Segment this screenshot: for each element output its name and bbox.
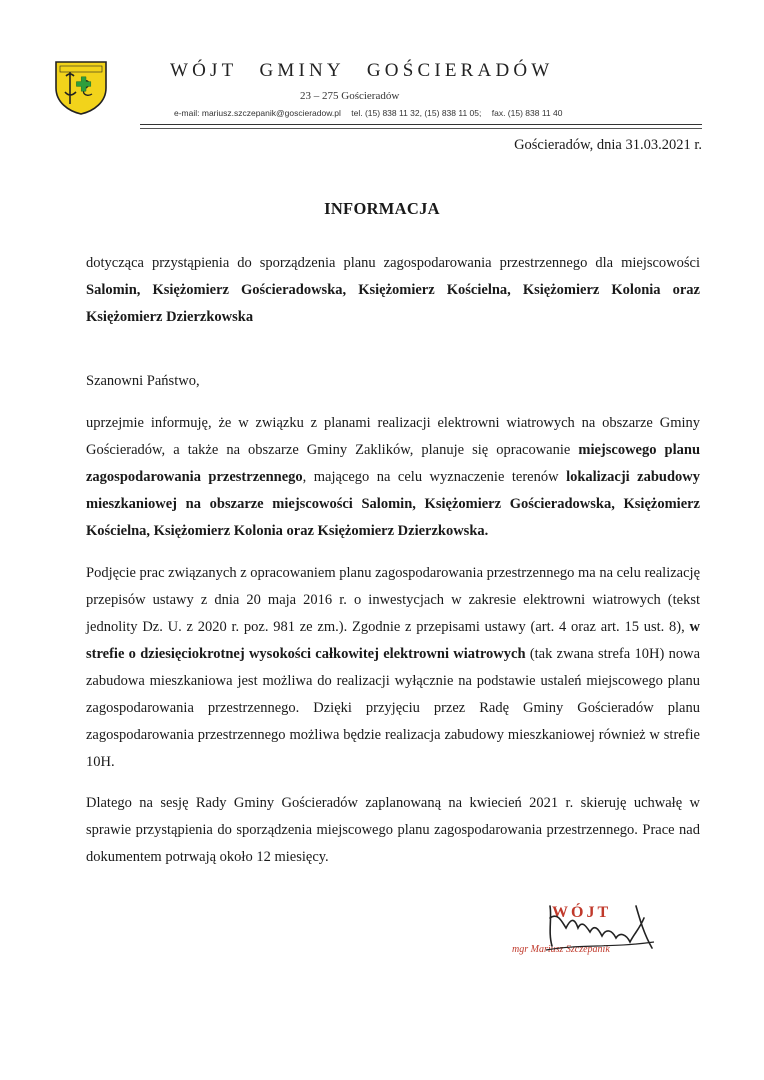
paragraph-2 xyxy=(86,560,700,776)
contact-fax: fax. (15) 838 11 40 xyxy=(491,108,563,118)
title-word-2: GMINY xyxy=(259,60,345,81)
stamp-title: WÓJT xyxy=(552,904,612,921)
letterhead-address: 23 – 275 Gościeradów xyxy=(300,90,400,102)
paragraph-1-bold-localization: lokalizacji zabudowy mieszkaniowej na obszarze miejscowości Salomin, Księżomierz Gościeradowska, Księżomierz Kościelna, Księżomierz Kolonia oraz Księżomierz Dzierzkowska. xyxy=(86,469,701,539)
title-word-3: GOŚCIERADÓW xyxy=(366,60,554,81)
paragraph-1-bold-plan: miejscowego planu zagospodarowania przestrzennego xyxy=(86,442,701,485)
paragraph-1-text-c: , mającego na celu wyznaczenie terenów xyxy=(302,469,559,485)
contact-phone: tel. (15) 838 11 32, (15) 838 11 05; xyxy=(351,108,482,118)
paragraph-3: Dlatego na sesję Rady Gminy Gościeradów zaplanowaną na kwiecień 2021 r. skieruję uchwałę w sprawie przystąpienia do sporządzenia miejscowego planu zagospodarowania przestrzennego. Prace nad dokumentem potrwają około 12 miesięcy. xyxy=(86,795,700,865)
document-heading: INFORMACJA xyxy=(324,199,440,218)
letterhead-title xyxy=(170,60,610,82)
paragraph-2-bold-zone: w strefie o dziesięciokrotnej wysokości całkowitej elektrowni wiatrowych xyxy=(86,619,701,662)
stamp-name: mgr Mariusz Szczepanik xyxy=(512,944,610,955)
contact-email: e-mail: mariusz.szczepanik@goscieradow.pl xyxy=(174,108,341,118)
subject-localities: Salomin, Księżomierz Gościeradowska, Księżomierz Kościelna, Księżomierz Kolonia oraz Księżomierz Dzierzkowska xyxy=(86,282,700,325)
subject-paragraph xyxy=(86,250,700,331)
subject-intro: dotycząca przystąpienia do sporządzenia planu zagospodarowania przestrzennego dla miejscowości xyxy=(86,255,700,271)
paragraph-2-text-a: Podjęcie prac związanych z opracowaniem planu zagospodarowania przestrzennego ma na celu realizację przepisów ustawy z dnia 20 maja 2016 r. o inwestycjach w zakresie elektrowni wiatrowych (tekst jednolity Dz. U. z 2020 r. poz. 981 ze zm.). Zgodnie z przepisami ustawy (art. 4 oraz art. 15 ust. 8), xyxy=(86,565,700,635)
letterhead-divider-thin xyxy=(140,128,702,129)
paragraph-1-text-a: uprzejmie informuję, że w związku z planami realizacji elektrowni wiatrowych na obszarze Gminy Gościeradów, a także na obszarze Gminy Zaklików, planuje się opracowanie xyxy=(86,415,700,458)
coat-of-arms-logo xyxy=(52,58,110,116)
handwritten-signature xyxy=(540,898,660,964)
letterhead-divider xyxy=(140,124,702,125)
letterhead-contact xyxy=(174,108,570,118)
salutation: Szanowni Państwo, xyxy=(86,373,200,389)
document-date: Gościeradów, dnia 31.03.2021 r. xyxy=(514,137,702,153)
paragraph-2-text-c: (tak zwana strefa 10H) nowa zabudowa mieszkaniowa jest możliwa do realizacji wyłącznie na podstawie ustaleń miejscowego planu zagospodarowania przestrzennego. Dzięki przyjęciu przez Radę Gminy Gościeradów planu zagospodarowania przestrzennego możliwa będzie realizacja zabudowy mieszkaniowej również w strefie 10H. xyxy=(86,646,701,770)
title-word-1: WÓJT xyxy=(170,60,238,81)
paragraph-1 xyxy=(86,410,700,545)
